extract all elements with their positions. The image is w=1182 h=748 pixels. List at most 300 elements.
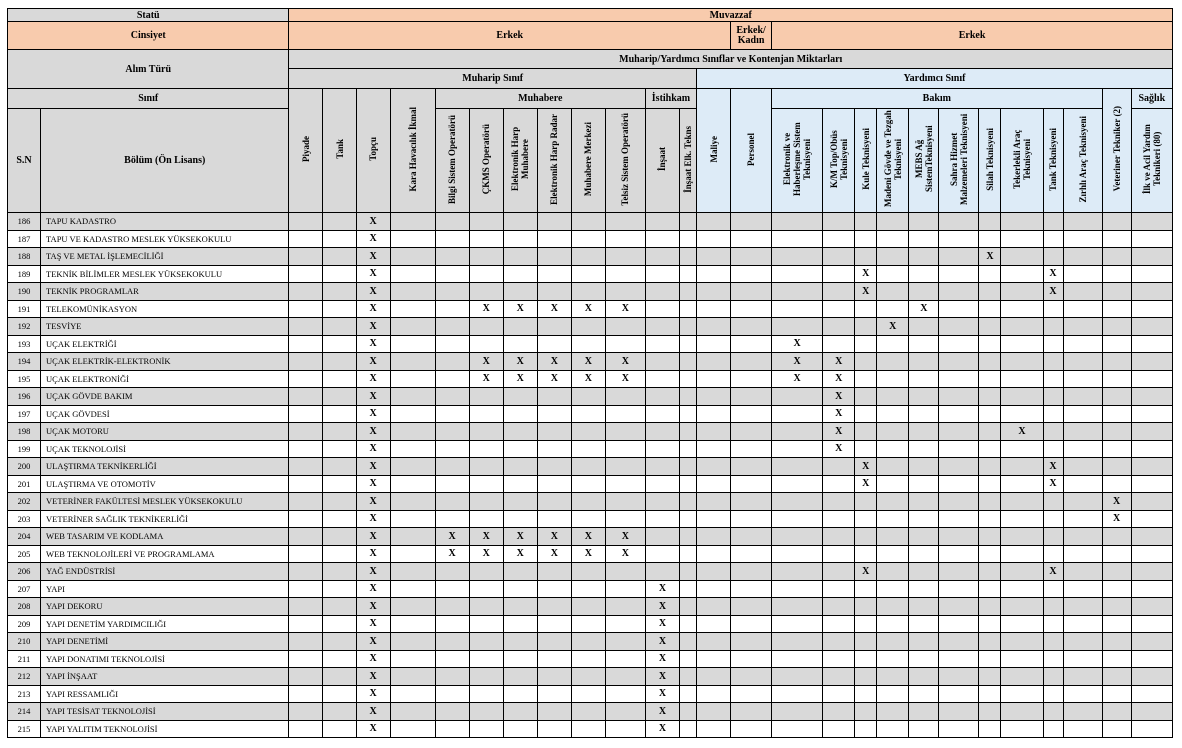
- empty-cell: [1001, 388, 1043, 406]
- empty-cell: [772, 580, 823, 598]
- col-header: Kara Havacılık İkmal: [390, 89, 435, 213]
- empty-cell: [979, 440, 1001, 458]
- row-bolum: YAPI RESSAMLIĞI: [41, 685, 289, 703]
- empty-cell: [645, 423, 679, 441]
- empty-cell: [435, 440, 469, 458]
- empty-cell: [855, 300, 877, 318]
- empty-cell: [537, 598, 571, 616]
- empty-cell: [939, 650, 979, 668]
- empty-cell: [605, 440, 645, 458]
- empty-cell: [1102, 458, 1131, 476]
- empty-cell: [939, 615, 979, 633]
- mark-cell: X: [645, 580, 679, 598]
- empty-cell: [469, 283, 503, 301]
- empty-cell: [823, 615, 855, 633]
- empty-cell: [877, 685, 909, 703]
- empty-cell: [939, 440, 979, 458]
- empty-cell: [435, 248, 469, 266]
- empty-cell: [1102, 650, 1131, 668]
- empty-cell: [877, 230, 909, 248]
- empty-cell: [1102, 318, 1131, 336]
- mark-cell: X: [503, 353, 537, 371]
- empty-cell: [1001, 563, 1043, 581]
- empty-cell: [390, 353, 435, 371]
- empty-cell: [823, 458, 855, 476]
- empty-cell: [939, 318, 979, 336]
- empty-cell: [1063, 475, 1102, 493]
- empty-cell: [289, 720, 323, 738]
- empty-cell: [469, 510, 503, 528]
- empty-cell: [679, 703, 696, 721]
- empty-cell: [731, 703, 772, 721]
- empty-cell: [1102, 703, 1131, 721]
- empty-cell: [605, 475, 645, 493]
- empty-cell: [605, 668, 645, 686]
- empty-cell: [823, 545, 855, 563]
- empty-cell: [390, 650, 435, 668]
- empty-cell: [503, 458, 537, 476]
- empty-cell: [537, 248, 571, 266]
- empty-cell: [1043, 633, 1063, 651]
- col-header: Sahra Hizmet Malzemeleri Teknisyeni: [939, 109, 979, 213]
- empty-cell: [1001, 335, 1043, 353]
- empty-cell: [877, 475, 909, 493]
- mark-cell: X: [605, 370, 645, 388]
- empty-cell: [731, 580, 772, 598]
- empty-cell: [605, 633, 645, 651]
- empty-cell: [772, 528, 823, 546]
- empty-cell: [503, 265, 537, 283]
- empty-cell: [939, 213, 979, 231]
- col-header: Piyade: [289, 89, 323, 213]
- empty-cell: [1001, 650, 1043, 668]
- empty-cell: [1043, 318, 1063, 336]
- empty-cell: [1063, 493, 1102, 511]
- empty-cell: [939, 475, 979, 493]
- row-bolum: YAPI DEKORU: [41, 598, 289, 616]
- empty-cell: [1063, 510, 1102, 528]
- row-bolum: TEKNİK PROGRAMLAR: [41, 283, 289, 301]
- empty-cell: [772, 563, 823, 581]
- empty-cell: [772, 318, 823, 336]
- empty-cell: [289, 458, 323, 476]
- empty-cell: [1131, 580, 1172, 598]
- empty-cell: [909, 545, 939, 563]
- empty-cell: [679, 388, 696, 406]
- empty-cell: [877, 283, 909, 301]
- empty-cell: [855, 388, 877, 406]
- empty-cell: [1063, 545, 1102, 563]
- col-header: Silah Teknisyeni: [979, 109, 1001, 213]
- empty-cell: [979, 685, 1001, 703]
- empty-cell: [679, 685, 696, 703]
- empty-cell: [1001, 248, 1043, 266]
- mark-cell: X: [356, 300, 390, 318]
- empty-cell: [679, 615, 696, 633]
- empty-cell: [679, 720, 696, 738]
- row-sn: 187: [8, 230, 41, 248]
- empty-cell: [909, 440, 939, 458]
- empty-cell: [289, 388, 323, 406]
- empty-cell: [772, 230, 823, 248]
- empty-cell: [435, 510, 469, 528]
- empty-cell: [390, 598, 435, 616]
- mark-cell: X: [855, 283, 877, 301]
- cinsiyet-erkek-left: Erkek: [289, 22, 731, 50]
- empty-cell: [323, 510, 356, 528]
- empty-cell: [1131, 563, 1172, 581]
- empty-cell: [979, 598, 1001, 616]
- empty-cell: [855, 685, 877, 703]
- empty-cell: [697, 563, 731, 581]
- empty-cell: [605, 265, 645, 283]
- empty-cell: [390, 580, 435, 598]
- empty-cell: [823, 265, 855, 283]
- empty-cell: [645, 300, 679, 318]
- muhabere-header: Muhabere: [435, 89, 645, 109]
- mark-cell: X: [645, 633, 679, 651]
- empty-cell: [390, 510, 435, 528]
- col-header: ÇKMS Operatörü: [469, 109, 503, 213]
- col-header: Personel: [731, 89, 772, 213]
- empty-cell: [1102, 405, 1131, 423]
- empty-cell: [909, 633, 939, 651]
- empty-cell: [979, 528, 1001, 546]
- empty-cell: [1131, 475, 1172, 493]
- empty-cell: [823, 283, 855, 301]
- empty-cell: [697, 370, 731, 388]
- empty-cell: [605, 563, 645, 581]
- empty-cell: [605, 423, 645, 441]
- empty-cell: [823, 668, 855, 686]
- table-row: [8, 580, 1173, 598]
- empty-cell: [731, 510, 772, 528]
- empty-cell: [571, 283, 605, 301]
- cinsiyet-label: Cinsiyet: [8, 22, 289, 50]
- empty-cell: [537, 720, 571, 738]
- empty-cell: [1063, 230, 1102, 248]
- row-sn: 208: [8, 598, 41, 616]
- mark-cell: X: [772, 335, 823, 353]
- empty-cell: [645, 545, 679, 563]
- mark-cell: X: [645, 685, 679, 703]
- empty-cell: [877, 668, 909, 686]
- empty-cell: [537, 633, 571, 651]
- empty-cell: [323, 265, 356, 283]
- row-sn: 203: [8, 510, 41, 528]
- empty-cell: [679, 370, 696, 388]
- sn-label: S.N: [8, 109, 41, 213]
- cinsiyet-erkek-right: Erkek: [772, 22, 1173, 50]
- empty-cell: [390, 300, 435, 318]
- empty-cell: [697, 598, 731, 616]
- empty-cell: [679, 265, 696, 283]
- empty-cell: [645, 335, 679, 353]
- empty-cell: [855, 580, 877, 598]
- empty-cell: [979, 318, 1001, 336]
- empty-cell: [909, 580, 939, 598]
- row-bolum: TELEKOMÜNİKASYON: [41, 300, 289, 318]
- empty-cell: [877, 405, 909, 423]
- empty-cell: [469, 598, 503, 616]
- empty-cell: [289, 405, 323, 423]
- row-sn: 201: [8, 475, 41, 493]
- mark-cell: X: [1102, 493, 1131, 511]
- empty-cell: [1131, 545, 1172, 563]
- empty-cell: [1001, 230, 1043, 248]
- empty-cell: [1102, 615, 1131, 633]
- empty-cell: [823, 703, 855, 721]
- empty-cell: [1102, 213, 1131, 231]
- empty-cell: [855, 598, 877, 616]
- col-header: Elektronik Harp Muhabere: [503, 109, 537, 213]
- col-header: Bilgi Sistem Operatörü: [435, 109, 469, 213]
- empty-cell: [605, 598, 645, 616]
- empty-cell: [979, 668, 1001, 686]
- empty-cell: [772, 493, 823, 511]
- empty-cell: [390, 545, 435, 563]
- mark-cell: X: [1043, 265, 1063, 283]
- mark-cell: X: [356, 353, 390, 371]
- empty-cell: [1063, 685, 1102, 703]
- empty-cell: [939, 668, 979, 686]
- empty-cell: [679, 405, 696, 423]
- empty-cell: [679, 475, 696, 493]
- empty-cell: [1001, 283, 1043, 301]
- empty-cell: [435, 300, 469, 318]
- empty-cell: [855, 720, 877, 738]
- empty-cell: [435, 563, 469, 581]
- mark-cell: X: [772, 370, 823, 388]
- empty-cell: [605, 510, 645, 528]
- table-row: [8, 475, 1173, 493]
- empty-cell: [1131, 370, 1172, 388]
- empty-cell: [571, 405, 605, 423]
- empty-cell: [731, 283, 772, 301]
- empty-cell: [571, 318, 605, 336]
- empty-cell: [1131, 283, 1172, 301]
- mark-cell: X: [356, 405, 390, 423]
- col-header: Madeni Gövde ve Tezgah Teknisyeni: [877, 109, 909, 213]
- empty-cell: [537, 615, 571, 633]
- empty-cell: [1043, 598, 1063, 616]
- empty-cell: [289, 563, 323, 581]
- mark-cell: X: [823, 388, 855, 406]
- empty-cell: [1001, 528, 1043, 546]
- table-row: [8, 510, 1173, 528]
- mark-cell: X: [356, 388, 390, 406]
- empty-cell: [1001, 405, 1043, 423]
- mark-cell: X: [356, 248, 390, 266]
- empty-cell: [939, 300, 979, 318]
- empty-cell: [1063, 300, 1102, 318]
- mark-cell: X: [823, 440, 855, 458]
- empty-cell: [605, 248, 645, 266]
- empty-cell: [289, 423, 323, 441]
- empty-cell: [697, 685, 731, 703]
- row-bolum: YAPI YALITIM TEKNOLOJİSİ: [41, 720, 289, 738]
- empty-cell: [390, 405, 435, 423]
- empty-cell: [435, 493, 469, 511]
- empty-cell: [909, 510, 939, 528]
- empty-cell: [1102, 440, 1131, 458]
- empty-cell: [679, 580, 696, 598]
- empty-cell: [939, 563, 979, 581]
- table-row: [8, 213, 1173, 231]
- empty-cell: [537, 493, 571, 511]
- empty-cell: [979, 353, 1001, 371]
- empty-cell: [390, 440, 435, 458]
- empty-cell: [939, 265, 979, 283]
- empty-cell: [823, 493, 855, 511]
- row-sn: 213: [8, 685, 41, 703]
- empty-cell: [909, 283, 939, 301]
- table-row: [8, 388, 1173, 406]
- empty-cell: [772, 510, 823, 528]
- empty-cell: [979, 493, 1001, 511]
- empty-cell: [435, 353, 469, 371]
- row-sn: 207: [8, 580, 41, 598]
- muharip-sinif-header: Muharip Sınıf: [289, 69, 697, 89]
- empty-cell: [571, 633, 605, 651]
- empty-cell: [645, 283, 679, 301]
- quota-table-container: [7, 8, 1173, 738]
- empty-cell: [289, 265, 323, 283]
- empty-cell: [679, 598, 696, 616]
- empty-cell: [469, 703, 503, 721]
- empty-cell: [1131, 668, 1172, 686]
- mark-cell: X: [356, 370, 390, 388]
- empty-cell: [605, 615, 645, 633]
- empty-cell: [435, 650, 469, 668]
- empty-cell: [772, 633, 823, 651]
- empty-cell: [435, 475, 469, 493]
- empty-cell: [679, 353, 696, 371]
- empty-cell: [697, 318, 731, 336]
- empty-cell: [979, 405, 1001, 423]
- mark-cell: X: [823, 370, 855, 388]
- empty-cell: [1131, 528, 1172, 546]
- empty-cell: [731, 458, 772, 476]
- row-sn: 191: [8, 300, 41, 318]
- empty-cell: [823, 248, 855, 266]
- empty-cell: [435, 580, 469, 598]
- empty-cell: [289, 318, 323, 336]
- empty-cell: [979, 213, 1001, 231]
- empty-cell: [289, 528, 323, 546]
- empty-cell: [979, 615, 1001, 633]
- empty-cell: [645, 510, 679, 528]
- empty-cell: [772, 405, 823, 423]
- empty-cell: [1001, 510, 1043, 528]
- mark-cell: X: [356, 493, 390, 511]
- empty-cell: [855, 703, 877, 721]
- empty-cell: [909, 598, 939, 616]
- empty-cell: [503, 563, 537, 581]
- empty-cell: [469, 248, 503, 266]
- empty-cell: [1131, 318, 1172, 336]
- empty-cell: [877, 370, 909, 388]
- statu-label: Statü: [8, 9, 289, 22]
- mark-cell: X: [1043, 283, 1063, 301]
- empty-cell: [855, 650, 877, 668]
- empty-cell: [1043, 353, 1063, 371]
- empty-cell: [435, 458, 469, 476]
- empty-cell: [1043, 230, 1063, 248]
- empty-cell: [323, 633, 356, 651]
- empty-cell: [909, 213, 939, 231]
- empty-cell: [1131, 633, 1172, 651]
- mark-cell: X: [469, 370, 503, 388]
- empty-cell: [1001, 300, 1043, 318]
- saglik-header: Sağlık: [1131, 89, 1172, 109]
- empty-cell: [1063, 423, 1102, 441]
- empty-cell: [605, 283, 645, 301]
- empty-cell: [939, 598, 979, 616]
- empty-cell: [1001, 545, 1043, 563]
- empty-cell: [645, 440, 679, 458]
- empty-cell: [1001, 493, 1043, 511]
- empty-cell: [323, 650, 356, 668]
- empty-cell: [1131, 335, 1172, 353]
- row-bolum: YAĞ ENDÜSTRİSİ: [41, 563, 289, 581]
- empty-cell: [435, 685, 469, 703]
- mark-cell: X: [503, 300, 537, 318]
- empty-cell: [289, 580, 323, 598]
- empty-cell: [1131, 230, 1172, 248]
- empty-cell: [605, 703, 645, 721]
- empty-cell: [1102, 248, 1131, 266]
- empty-cell: [1043, 580, 1063, 598]
- empty-cell: [697, 213, 731, 231]
- empty-cell: [435, 370, 469, 388]
- mark-cell: X: [356, 510, 390, 528]
- empty-cell: [605, 720, 645, 738]
- empty-cell: [823, 510, 855, 528]
- mark-cell: X: [356, 423, 390, 441]
- empty-cell: [289, 545, 323, 563]
- empty-cell: [289, 703, 323, 721]
- bolum-label: Bölüm (Ön Lisans): [41, 109, 289, 213]
- empty-cell: [323, 703, 356, 721]
- mark-cell: X: [855, 475, 877, 493]
- empty-cell: [855, 405, 877, 423]
- empty-cell: [939, 335, 979, 353]
- row-bolum: UÇAK ELEKTRİĞİ: [41, 335, 289, 353]
- empty-cell: [469, 650, 503, 668]
- empty-cell: [697, 633, 731, 651]
- empty-cell: [731, 335, 772, 353]
- empty-cell: [323, 545, 356, 563]
- empty-cell: [855, 230, 877, 248]
- row-sn: 211: [8, 650, 41, 668]
- empty-cell: [503, 335, 537, 353]
- empty-cell: [679, 458, 696, 476]
- empty-cell: [323, 440, 356, 458]
- empty-cell: [571, 493, 605, 511]
- empty-cell: [877, 213, 909, 231]
- empty-cell: [289, 440, 323, 458]
- empty-cell: [605, 493, 645, 511]
- empty-cell: [772, 545, 823, 563]
- empty-cell: [537, 230, 571, 248]
- empty-cell: [503, 510, 537, 528]
- empty-cell: [435, 265, 469, 283]
- empty-cell: [323, 685, 356, 703]
- empty-cell: [772, 668, 823, 686]
- row-bolum: WEB TEKNOLOJİLERİ VE PROGRAMLAMA: [41, 545, 289, 563]
- row-bolum: YAPI: [41, 580, 289, 598]
